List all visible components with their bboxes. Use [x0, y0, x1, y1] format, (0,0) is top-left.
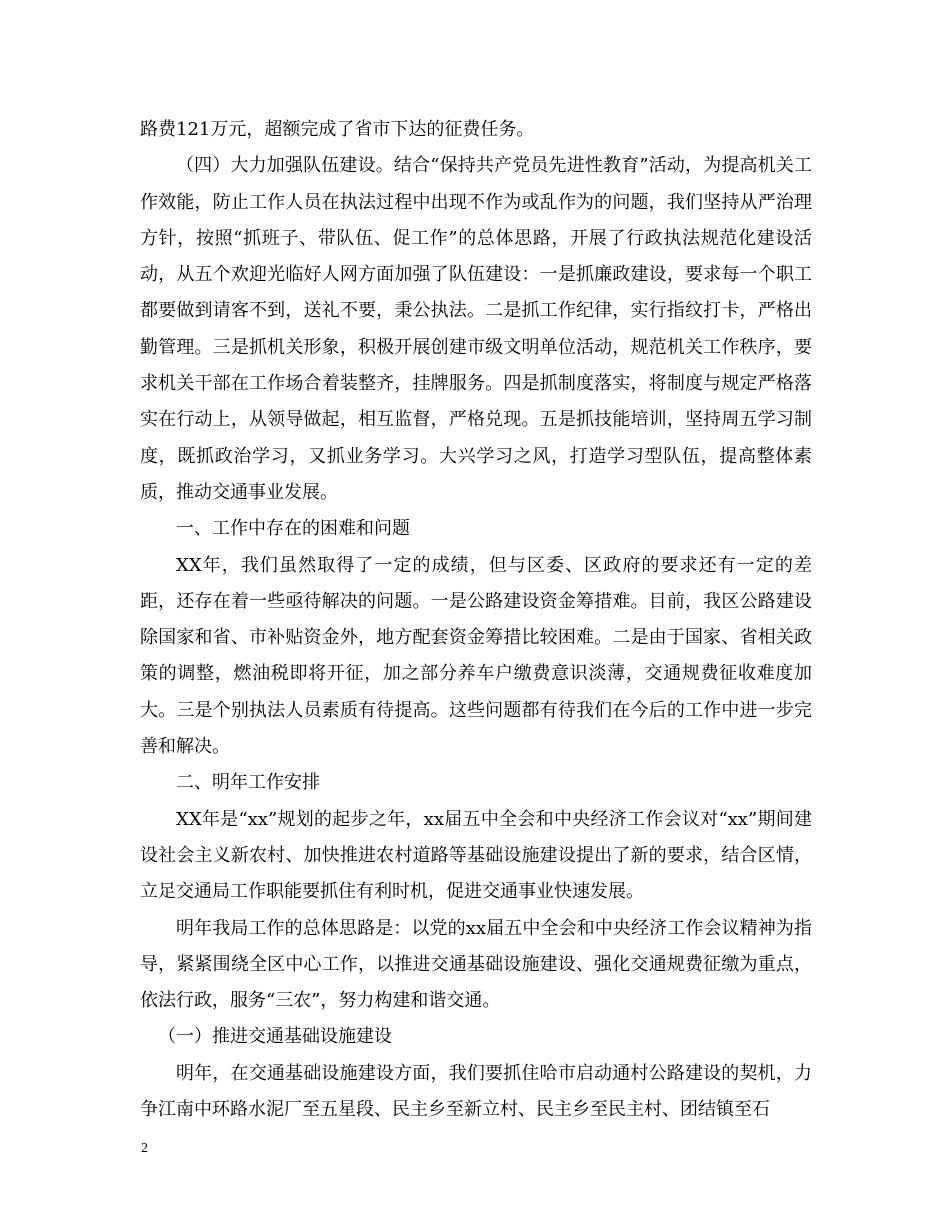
paragraph-plan-intro: XX年是“xx”规划的起步之年，xx届五中全会和中央经济工作会议对“xx”期间建设社会主义新农村、加快推进农村道路等基础设施建设提出了新的要求，结合区情，立足交通局工作职能要抓住有利时机，促进交通事业快速发展。	[140, 808, 812, 903]
subsection-heading-infrastructure: （一）推进交通基础设施建设	[158, 1026, 392, 1048]
paragraph-overall-thinking: 明年我局工作的总体思路是：以党的xx届五中全会和中央经济工作会议精神为指导，紧紧围绕全区中心工作，以推进交通基础设施建设、强化交通规费征缴为重点，依法行政，服务“三农”，努力构建和谐交通。	[140, 917, 812, 1012]
paragraph-infrastructure: 明年，在交通基础设施建设方面，我们要抓住哈市启动通村公路建设的契机，力争江南中环路水泥厂至五星段、民主乡至新立村、民主乡至民主村、团结镇至石	[140, 1062, 812, 1121]
paragraph-team-building: （四）大力加强队伍建设。结合“保持共产党员先进性教育”活动，为提高机关工作效能，防止工作人员在执法过程中出现不作为或乱作为的问题，我们坚持从严治理方针，按照“抓班子、带队伍、促工作”的总体思路，开展了行政执法规范化建设活动，从五个欢迎光临好人网方面加强了队伍建设：一是抓廉政建设，要求每一个职工都要做到请客不到，送礼不要，秉公执法。二是抓工作纪律，实行指纹打卡，严格出勤管理。三是抓机关形象，积极开展创建市级文明单位活动，规范机关工作秩序，要求机关干部在工作场合着装整齐，挂牌服务。四是抓制度落实，将制度与规定严格落实在行动上，从领导做起，相互监督，严格兑现。五是抓技能培训，坚持周五学习制度，既抓政治学习，又抓业务学习。大兴学习之风，打造学习型队伍，提高整体素质，推动交通事业发展。	[140, 155, 812, 503]
paragraph-problems: XX年，我们虽然取得了一定的成绩，但与区委、区政府的要求还有一定的差距，还存在着一些亟待解决的问题。一是公路建设资金筹措难。目前，我区公路建设除国家和省、市补贴资金外，地方配套资金筹措比较困难。二是由于国家、省相关政策的调整，燃油税即将开征，加之部分养车户缴费意识淡薄，交通规费征收难度加大。三是个别执法人员素质有待提高。这些问题都有待我们在今后的工作中进一步完善和解决。	[140, 554, 812, 758]
paragraph-continued: 路费121万元，超额完成了省市下达的征费任务。	[140, 119, 535, 140]
section-heading-next-year: 二、明年工作安排	[176, 772, 320, 794]
page-number: 2	[141, 1141, 148, 1156]
document-body	[140, 112, 812, 1128]
section-heading-problems: 一、工作中存在的困难和问题	[176, 518, 410, 540]
